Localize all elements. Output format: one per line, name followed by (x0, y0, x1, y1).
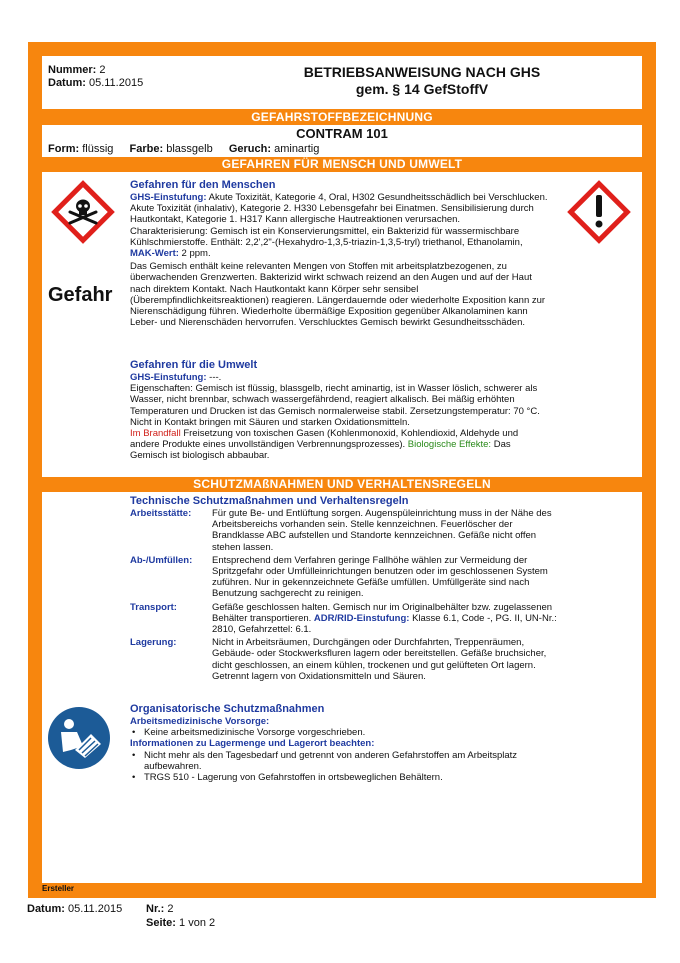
footer-date-label: Datum: (27, 903, 65, 915)
number-label: Nummer: (48, 64, 97, 76)
footer-nr-label: Nr.: (146, 903, 165, 915)
row-value: Für gute Be- und Entlüftung sorgen. Augenspüleinrichtung muss in der Nähe des Arbeitsbereichs vorhanden sein. Stelle kennzeichnen. Feuerlöscher der Brandklasse ABC aufstellen und Standorte kennzeichnen. Gefäße nicht offen stehen lassen. (212, 508, 552, 553)
color-label: Farbe: (129, 143, 164, 155)
row-storage (130, 637, 562, 682)
technical-measures (130, 495, 562, 682)
footer-page-label: Seite: (146, 917, 176, 929)
occupational-health-list (130, 727, 562, 738)
hazards-environment (130, 359, 550, 462)
adr-label: ADR/RID-Einstufung: (313, 612, 410, 624)
row-transport (130, 602, 562, 636)
product-name: CONTRAM 101 (296, 126, 388, 141)
row-filling (130, 555, 562, 600)
author-label: Ersteller (42, 884, 75, 893)
form-label: Form: (48, 143, 80, 155)
hazards-people (130, 179, 550, 328)
row-workplace (130, 508, 562, 553)
row-key: Arbeitsstätte: (130, 508, 192, 519)
bio-label: Biologische Effekte: (407, 439, 492, 451)
list-item: • TRGS 510 - Lagerung von Gefahrstoffen in ortsbeweglichen Behältern. (130, 772, 562, 783)
section-protection: SCHUTZMAßNAHMEN UND VERHALTENSREGELN (42, 477, 642, 492)
document-title (202, 64, 642, 98)
ghs-text: Akute Toxizität, Kategorie 4, Oral, H302 Gesundheitsschädlich bei Verschlucken. Akute Toxizität (inhalativ), Kategorie 2. H330 Lebensgefahr bei Einatmen. Sensibilisierung durch Hautkontakt, Kategorie 1. H317 Kann allergische Hautreaktionen verursachen. (130, 192, 548, 226)
hazards-description: Das Gemisch enthält keine relevanten Mengen von Stoffen mit arbeitsplatzbezogenen, zu überwachenden Grenzwerten. Bakterizid wirkt schwach reizend an den Augen und auf der Haut nach direktem Kontakt. Nach Hautkontakt kann Körper sehr sensibel (Überempfindlichkeitsreaktionen) reagieren. Längerdauernde oder wiederholte Exposition kann zur Nierenschädigung führen. Wiederholte übermäßige Exposition gegenüber Alkanolaminen kann Leber- und Nierenschäden hervorrufen. Verschlucktes Gemisch bewirkt Gesundheitsschäden. (130, 261, 546, 329)
date-value: 05.11.2015 (88, 77, 144, 89)
header (42, 56, 642, 110)
color-value: blassgelb (166, 143, 213, 155)
characterisation: Charakterisierung: Gemisch ist ein Konservierungsmittel, ein Bakterizid für wassermischbare Kühlschmierstoffe. Enthält: 2,2',2"-(Hexahydro-1,3,5-triazin-1,3,5-tryl) triethanol, Ethanolamin, (130, 225, 523, 248)
bio-text: Das Gemisch ist biologisch abbaubar. (130, 439, 511, 462)
title-line-2: gem. § 14 GefStoffV (355, 81, 489, 97)
row-key: Lagerung: (130, 637, 177, 649)
skull-crossbones-icon (50, 179, 116, 245)
ghs-label: GHS-Einstufung: (130, 192, 207, 203)
row-value (212, 602, 562, 636)
signal-word: Gefahr (48, 284, 113, 306)
title-line-1: BETRIEBSANWEISUNG NACH GHS (303, 64, 541, 80)
list-item: • Keine arbeitsmedizinische Vorsorge vorgeschrieben. (130, 727, 562, 738)
section-hazards: GEFAHREN FÜR MENSCH UND UMWELT (42, 157, 642, 172)
footer-page-value: 1 von 2 (179, 917, 216, 929)
document-body (42, 56, 642, 883)
fire-text: Freisetzung von toxischen Gasen (Kohlenmonoxid, Kohlendioxid, Aldehyde und andere Produkte eines unvollständigen Verbrennungsprozesses). (130, 428, 519, 451)
storage-info-list (130, 750, 562, 784)
row-key: Transport: (130, 601, 177, 613)
form-value: flüssig (82, 143, 114, 155)
mak-value: 2 ppm. (181, 248, 211, 260)
orange-frame (28, 42, 656, 898)
organisational-title: Organisatorische Schutzmaßnahmen (130, 703, 325, 715)
technical-title: Technische Schutzmaßnahmen und Verhaltensregeln (130, 495, 409, 507)
organisational-measures (130, 703, 562, 783)
read-instructions-icon (47, 706, 111, 770)
odor-value: aminartig (274, 143, 320, 155)
env-ghs-label: GHS-Einstufung: (130, 372, 207, 383)
section-substance: GEFAHRSTOFFBEZEICHNUNG (42, 110, 642, 125)
footer-nr-value: 2 (167, 903, 174, 915)
odor-label: Geruch: (228, 143, 272, 155)
occupational-health-label: Arbeitsmedizinische Vorsorge: (130, 716, 270, 727)
row-value: Nicht in Arbeitsräumen, Durchgängen oder Durchfahrten, Treppenräumen, Gebäude- oder Stockwerksfluren lagern oder bereitstellen. Gefäße bruchsicher, dicht geschlossen, an einem kühlen, trockenen und gut gelüfteten Ort lagern. Getrennt lagern von Oxidationsmitteln und Säuren. (212, 637, 547, 682)
hazards-env-title: Gefahren für die Umwelt (130, 359, 258, 371)
date-label: Datum: (48, 77, 86, 89)
footer-date-value: 05.11.2015 (67, 903, 123, 915)
list-item: • Nicht mehr als den Tagesbedarf und getrennt von anderen Gefahrstoffen am Arbeitsplatz aufbewahren. (130, 750, 562, 772)
row-key: Ab-/Umfüllen: (130, 554, 193, 566)
header-meta (48, 64, 143, 90)
storage-info-label: Informationen zu Lagermenge und Lagerort beachten: (130, 738, 375, 750)
product-properties (48, 142, 319, 156)
env-properties: Eigenschaften: Gemisch ist flüssig, blassgelb, riecht aminartig, ist in Wasser löslich, schwerer als Wasser, nicht brennbar, schwach wassergefährdend, reagiert alkalisch. Bei mäßig erhöhten Temperaturen und Drucken ist das Gemisch normalerweise stabil. Zersetzungstemperatur: 70 °C. Nicht in Kontakt bringen mit Säuren und starken Oxidationsmitteln. (130, 383, 540, 428)
transport-text: Gefäße geschlossen halten. Gemisch nur im Originalbehälter bzw. zugelassenen Behälter transportieren. (212, 601, 553, 624)
hazards-people-title: Gefahren für den Menschen (130, 179, 276, 191)
adr-value: Klasse 6.1, Code -, PG. II, UN-Nr.: 2810, Gefahrzettel: 6.1. (212, 612, 557, 636)
env-ghs-value: ---. (209, 372, 222, 383)
exclamation-mark-icon (566, 179, 632, 245)
mak-label: MAK-Wert: (130, 248, 179, 260)
footer-page-info (146, 902, 215, 930)
fire-label: Im Brandfall (130, 428, 181, 440)
footer-date (27, 902, 122, 916)
number-value: 2 (99, 64, 106, 76)
row-value: Entsprechend dem Verfahren geringe Fallhöhe wählen zur Vermeidung der Spritzgefahr oder Umfülleinrichtungen benutzen oder im geschlossenen System zuführen. Nur in gekennzeichnete Gefäße umfüllen. Umfüllgeräte sind nach Benutzung sachgerecht zu reinigen. (212, 554, 548, 600)
